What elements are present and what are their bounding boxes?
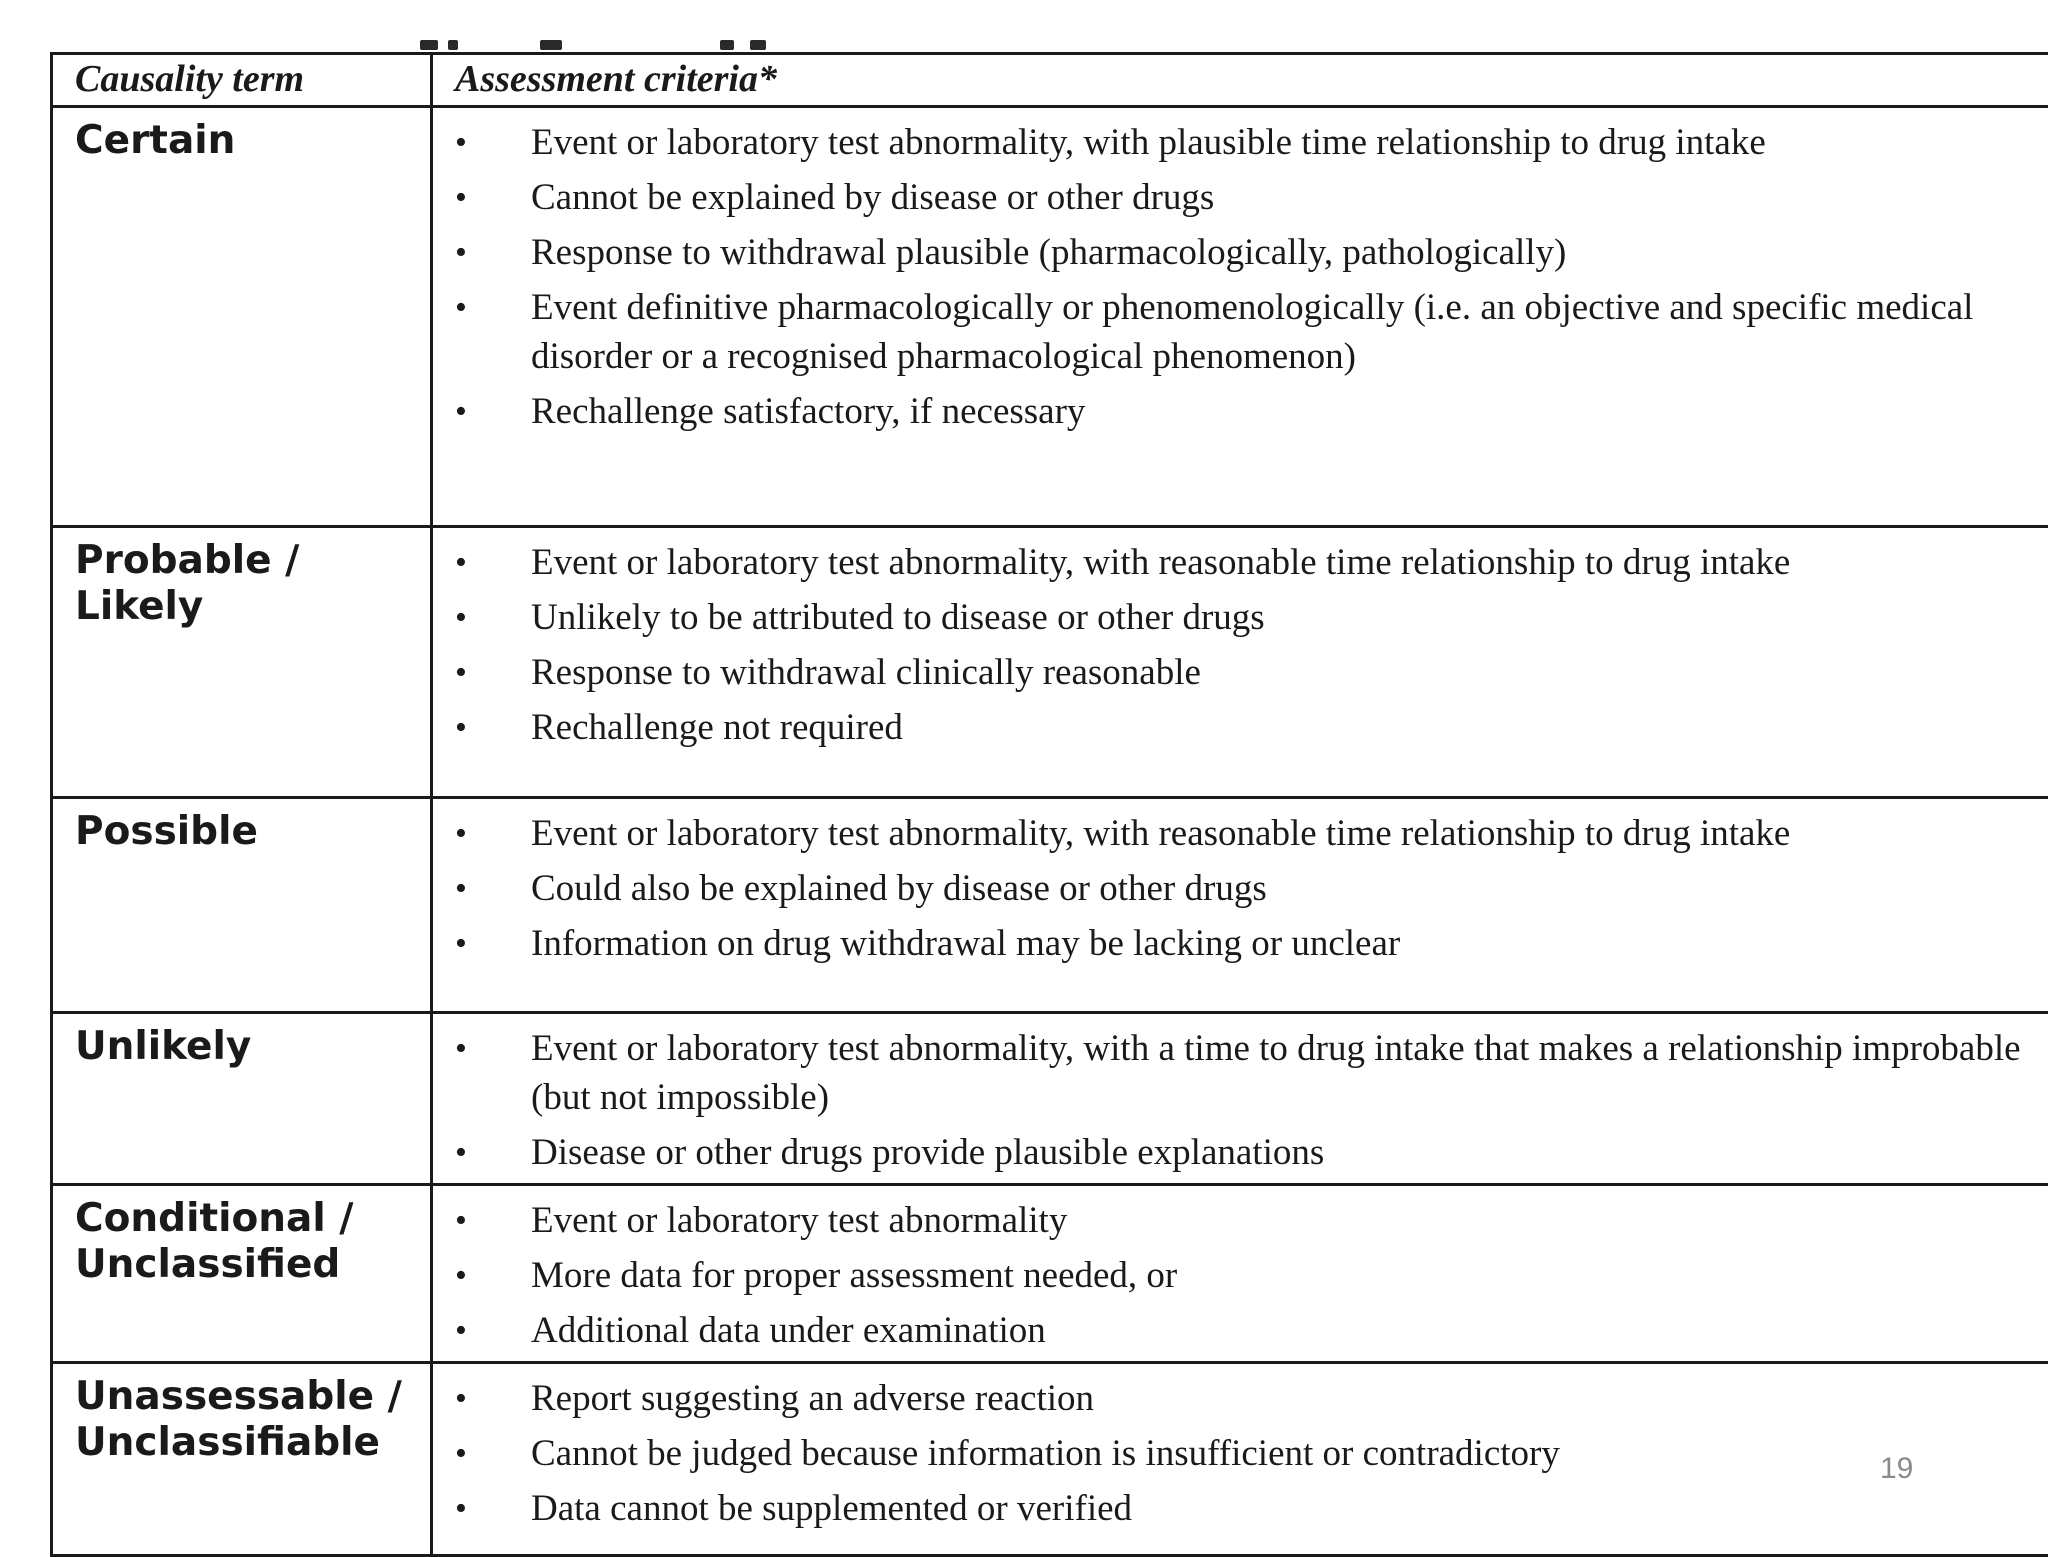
criterion-text: Event definitive pharmacologically or phenomenologically (i.e. an objective and specific medical disorder or a recognised pharmacological phenomenon) [531,287,1973,377]
list-item [433,228,2048,277]
list-item [433,173,2048,222]
criterion-text: Event or laboratory test abnormality [531,1200,1067,1241]
list-item [433,593,2048,642]
table-row [52,1363,2048,1556]
table-row [52,798,2048,1013]
bullet-icon: • [455,1024,485,1073]
table-header-row [52,54,2048,107]
criterion-text: Unlikely to be attributed to disease or other drugs [531,597,1265,638]
table-row [52,107,2048,527]
list-item [433,809,2048,858]
list-item [433,1484,2048,1533]
bullet-icon: • [455,593,485,642]
bullet-icon: • [455,919,485,968]
bullet-icon: • [455,173,485,222]
criteria-list [433,118,2048,436]
causality-term: Unlikely [52,1013,432,1185]
slide-page-number: 19 [1880,1452,1913,1486]
list-item [433,283,2048,381]
list-item [433,538,2048,587]
list-item [433,1196,2048,1245]
bullet-icon: • [455,648,485,697]
criterion-text: Data cannot be supplemented or verified [531,1488,1132,1529]
cropped-title-fragment [420,30,840,52]
criteria-list [433,1024,2048,1177]
list-item [433,1306,2048,1355]
bullet-icon: • [455,1429,485,1478]
bullet-icon: • [455,1251,485,1300]
criterion-text: Report suggesting an adverse reaction [531,1378,1094,1419]
bullet-icon: • [455,1374,485,1423]
causality-term: Certain [52,107,432,527]
list-item [433,703,2048,752]
criterion-text: Rechallenge not required [531,707,903,748]
bullet-icon: • [455,1128,485,1177]
bullet-icon: • [455,1196,485,1245]
criteria-list [433,538,2048,752]
assessment-criteria-cell [432,1013,2048,1185]
criterion-text: Could also be explained by disease or other drugs [531,868,1267,909]
bullet-icon: • [455,228,485,277]
criterion-text: Event or laboratory test abnormality, with reasonable time relationship to drug intake [531,542,1790,583]
list-item [433,1128,2048,1177]
bullet-icon: • [455,538,485,587]
assessment-criteria-cell [432,527,2048,798]
bullet-icon: • [455,1306,485,1355]
bullet-icon: • [455,1484,485,1533]
list-item [433,919,2048,968]
header-assessment-criteria: Assessment criteria* [432,54,2048,107]
causality-term: Probable / Likely [52,527,432,798]
bullet-icon: • [455,118,485,167]
table-row [52,1185,2048,1363]
criterion-text: Response to withdrawal clinically reasonable [531,652,1201,693]
causality-term: Possible [52,798,432,1013]
assessment-criteria-cell [432,1185,2048,1363]
assessment-criteria-cell [432,1363,2048,1556]
criterion-text: Response to withdrawal plausible (pharmacologically, pathologically) [531,232,1566,273]
table-row [52,1013,2048,1185]
bullet-icon: • [455,864,485,913]
criteria-list [433,1374,2048,1533]
bullet-icon: • [455,387,485,436]
criterion-text: Additional data under examination [531,1310,1046,1351]
bullet-icon: • [455,283,485,332]
list-item [433,118,2048,167]
criterion-text: Event or laboratory test abnormality, with reasonable time relationship to drug intake [531,813,1790,854]
list-item [433,1024,2048,1122]
table-row [52,527,2048,798]
list-item [433,864,2048,913]
assessment-criteria-cell [432,798,2048,1013]
criterion-text: Disease or other drugs provide plausible explanations [531,1132,1324,1173]
list-item [433,1251,2048,1300]
criteria-list [433,809,2048,968]
criterion-text: Event or laboratory test abnormality, with a time to drug intake that makes a relationship improbable (but not impossible) [531,1028,2021,1118]
causality-term: Unassessable / Unclassifiable [52,1363,432,1556]
causality-term: Conditional / Unclassified [52,1185,432,1363]
causality-assessment-table [50,52,2048,1557]
criteria-list [433,1196,2048,1355]
criterion-text: Cannot be explained by disease or other drugs [531,177,1214,218]
criterion-text: Event or laboratory test abnormality, with plausible time relationship to drug intake [531,122,1766,163]
assessment-criteria-cell [432,107,2048,527]
bullet-icon: • [455,703,485,752]
criterion-text: More data for proper assessment needed, or [531,1255,1177,1296]
criterion-text: Information on drug withdrawal may be lacking or unclear [531,923,1400,964]
list-item [433,1374,2048,1423]
criterion-text: Cannot be judged because information is insufficient or contradictory [531,1433,1560,1474]
bullet-icon: • [455,809,485,858]
list-item [433,1429,2048,1478]
header-causality-term: Causality term [52,54,432,107]
criterion-text: Rechallenge satisfactory, if necessary [531,391,1085,432]
list-item [433,387,2048,436]
list-item [433,648,2048,697]
